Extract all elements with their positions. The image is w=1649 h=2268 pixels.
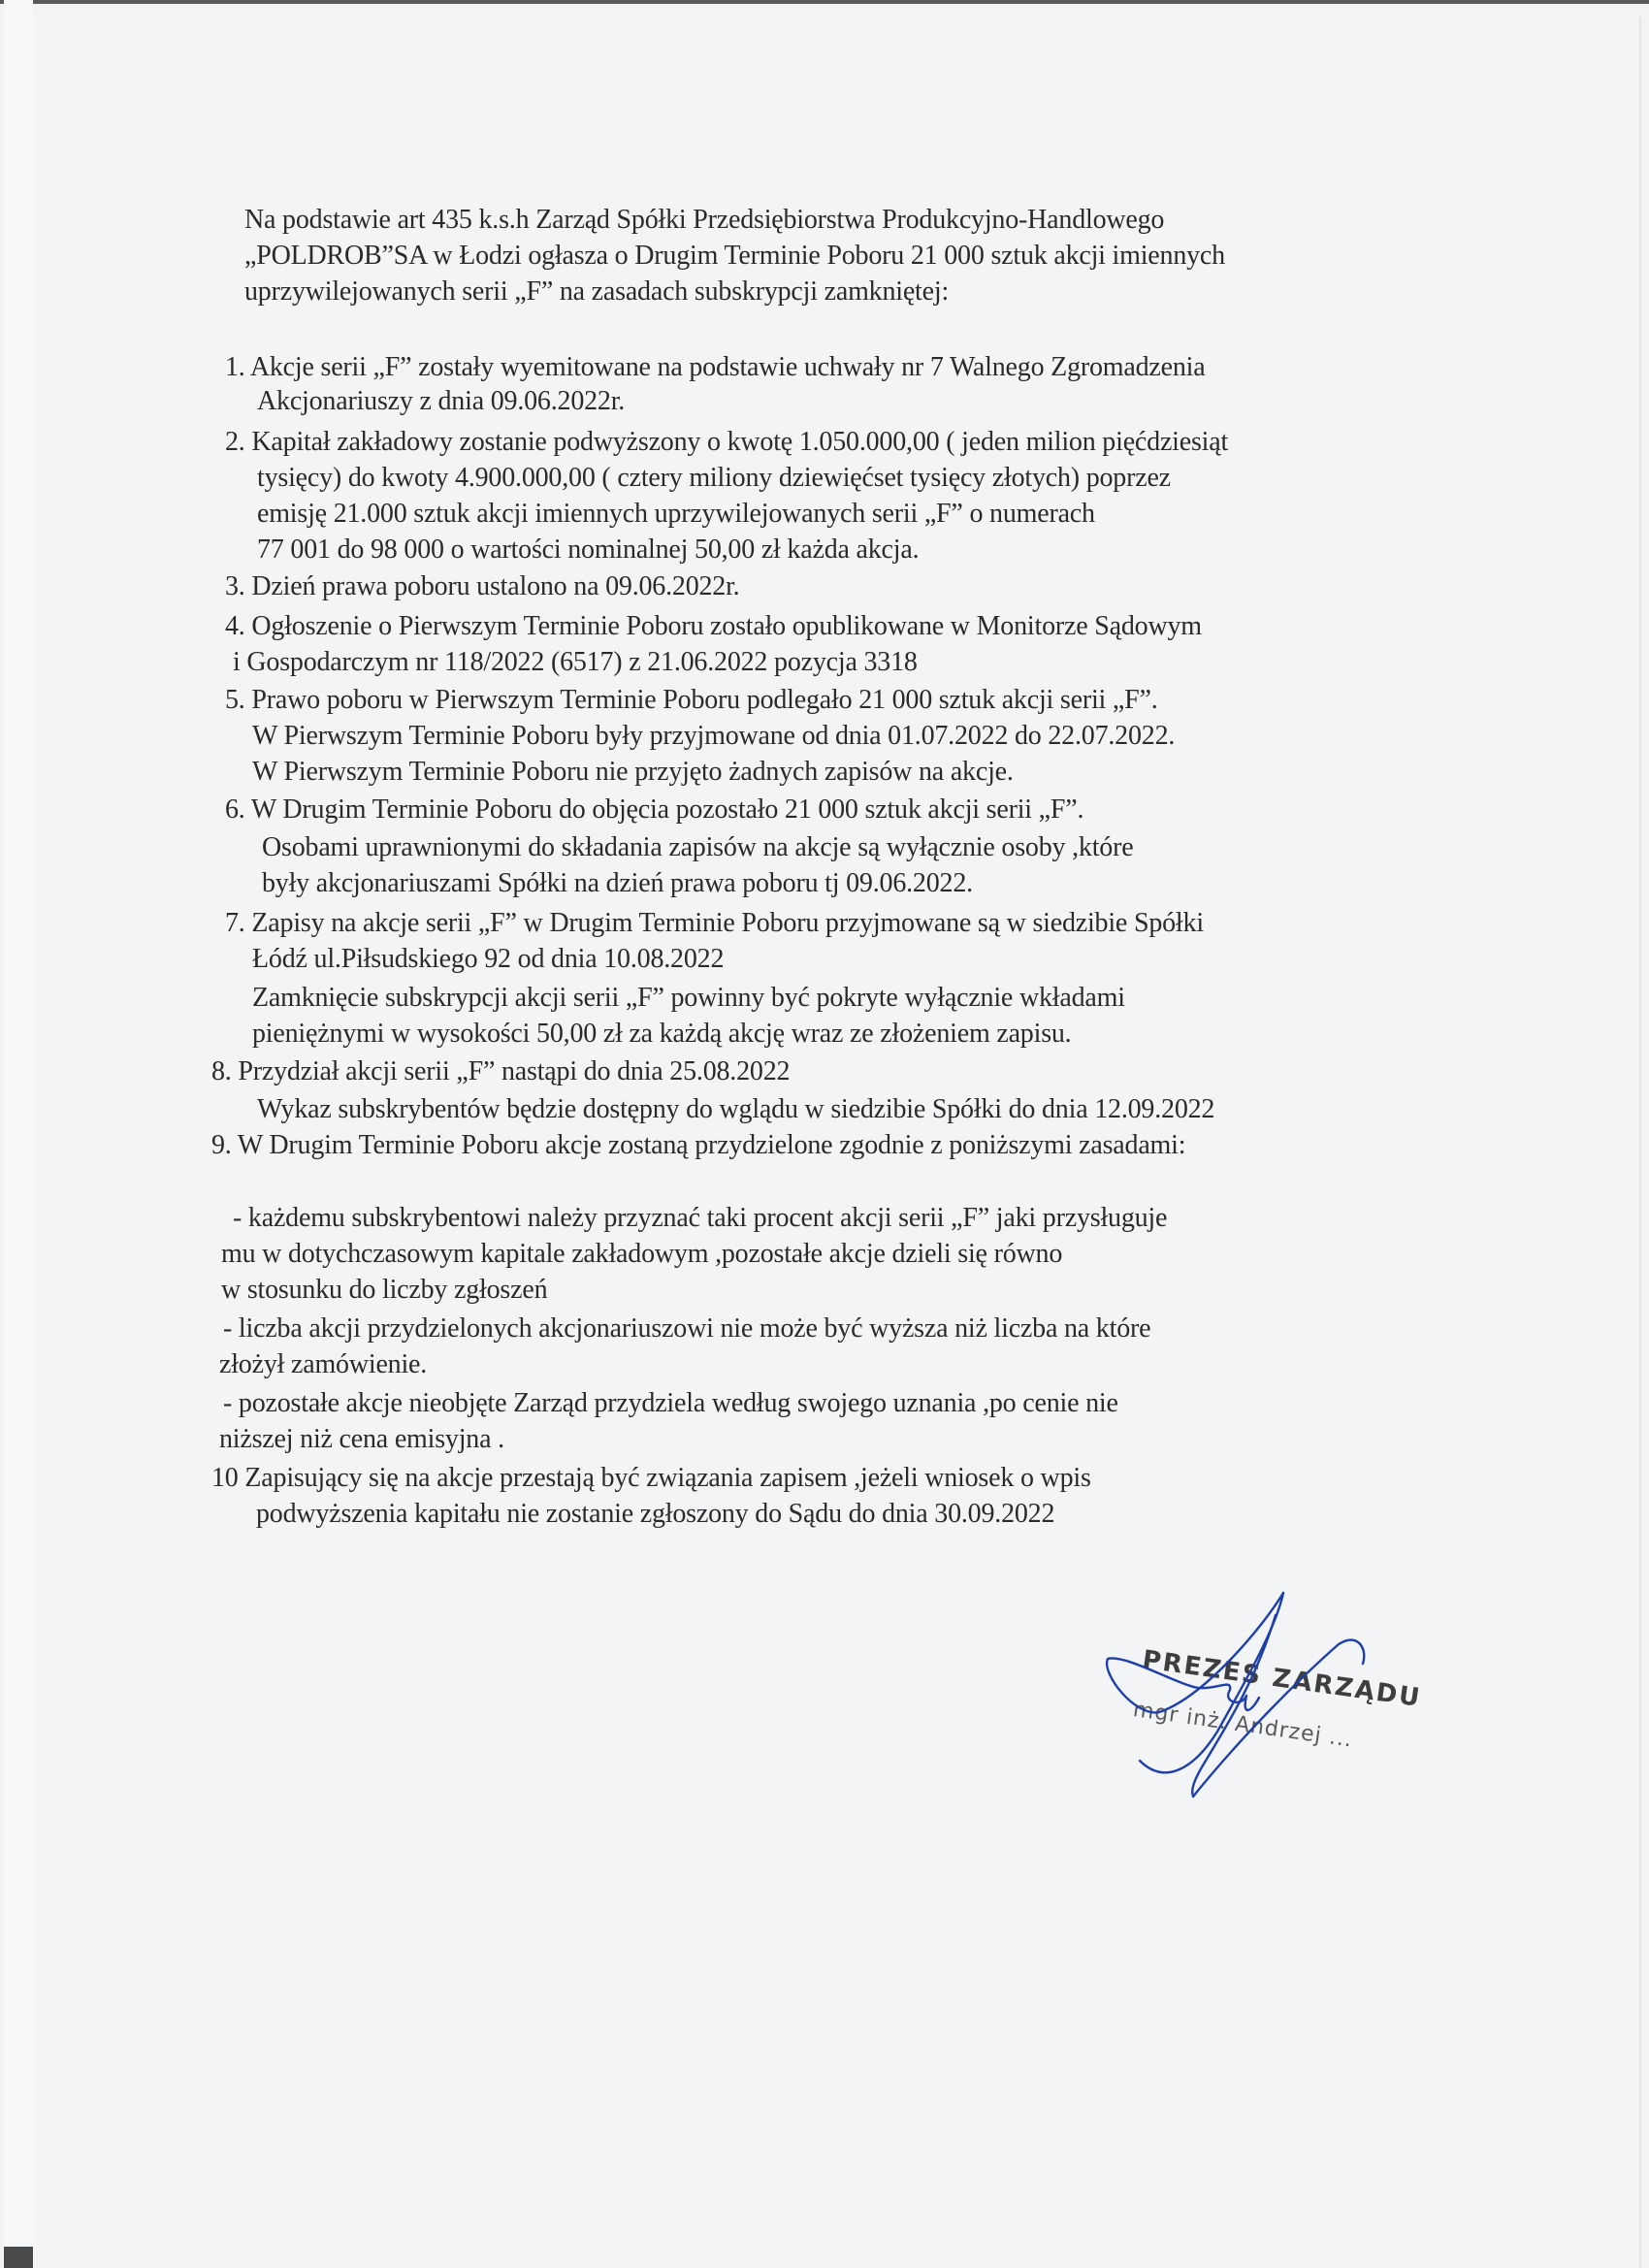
list-item-7-cont: Zamknięcie subskrypcji akcji serii „F” powinny być pokryte wyłącznie wkładami [252,983,1125,1013]
rule-item-1: - każdemu subskrybentowi należy przyznać taki procent akcji serii „F” jaki przysługuje [233,1203,1168,1233]
list-item-9: 9. W Drugim Terminie Poboru akcje zostaną przydzielone zgodnie z poniższymi zasadami: [211,1130,1186,1160]
list-item-4-cont: i Gospodarczym nr 118/2022 (6517) z 21.06.2022 pozycja 3318 [233,647,918,677]
rule-item-3-cont: niższej niż cena emisyjna . [219,1424,504,1454]
list-item-1-cont: Akcjonariuszy z dnia 09.06.2022r. [257,386,626,416]
list-item-5-cont: W Pierwszym Terminie Poboru nie przyjęto żadnych zapisów na akcje. [252,757,1014,787]
intro-line: uprzywilejowanych serii „F” na zasadach subskrypcji zamkniętej: [244,276,950,307]
list-item-10-cont: podwyższenia kapitału nie zostanie zgłoszony do Sądu do dnia 30.09.2022 [256,1499,1055,1529]
list-item-2: 2. Kapitał zakładowy zostanie podwyższony o kwotę 1.050.000,00 ( jeden milion pięćdziesiąt [225,427,1229,457]
list-item-10: 10 Zapisujący się na akcje przestają być związania zapisem ,jeżeli wniosek o wpis [211,1463,1091,1493]
list-item-5: 5. Prawo poboru w Pierwszym Terminie Poboru podlegało 21 000 sztuk akcji serii „F”. [225,685,1158,715]
list-item-2-cont: 77 001 do 98 000 o wartości nominalnej 50,00 zł każda akcja. [257,535,920,565]
list-item-5-cont: W Pierwszym Terminie Poboru były przyjmowane od dnia 01.07.2022 do 22.07.2022. [252,721,1176,751]
rule-item-1-cont: mu w dotychczasowym kapitale zakładowym ,pozostałe akcje dzieli się równo [221,1239,1063,1269]
rule-item-3: - pozostałe akcje nieobjęte Zarząd przydziela według swojego uznania ,po cenie nie [223,1388,1118,1418]
list-item-2-cont: tysięcy) do kwoty 4.900.000,00 ( cztery miliony dziewięćset tysięcy złotych) poprzez [257,463,1171,493]
list-item-6: 6. W Drugim Terminie Poboru do objęcia pozostało 21 000 sztuk akcji serii „F”. [225,794,1084,825]
list-item-2-cont: emisję 21.000 sztuk akcji imiennych uprzywilejowanych serii „F” o numerach [257,499,1095,529]
list-item-4: 4. Ogłoszenie o Pierwszym Terminie Poboru zostało opublikowane w Monitorze Sądowym [225,611,1202,641]
list-item-8: 8. Przydział akcji serii „F” nastąpi do dnia 25.08.2022 [211,1056,791,1086]
handwritten-signature [1086,1571,1455,1814]
stamp-title: PREZES ZARZĄDU [1140,1645,1424,1714]
signature-stamp [1086,1571,1455,1814]
list-item-6-cont: były akcjonariuszami Spółki na dzień prawa poboru tj 09.06.2022. [262,868,973,898]
stamp-name: mgr inż. Andrzej ... [1131,1698,1354,1753]
list-item-6-cont: Osobami uprawnionymi do składania zapisów na akcje są wyłącznie osoby ,które [262,832,1134,862]
rule-item-2-cont: złożył zamówienie. [219,1349,428,1379]
rule-item-1-cont: w stosunku do liczby zgłoszeń [221,1275,548,1305]
list-item-3: 3. Dzień prawa poboru ustalono na 09.06.2022r. [225,571,740,601]
intro-line: „POLDROB”SA w Łodzi ogłasza o Drugim Terminie Poboru 21 000 sztuk akcji imiennych [244,241,1225,271]
intro-line: Na podstawie art 435 k.s.h Zarząd Spółki Przedsiębiorstwa Produkcyjno-Handlowego [244,205,1165,235]
list-item-8-cont: Wykaz subskrybentów będzie dostępny do wglądu w siedzibie Spółki do dnia 12.09.2022 [257,1094,1215,1124]
list-item-1: 1. Akcje serii „F” zostały wyemitowane na podstawie uchwały nr 7 Walnego Zgromadzenia [225,352,1206,382]
list-item-7: 7. Zapisy na akcje serii „F” w Drugim Terminie Poboru przyjmowane są w siedzibie Spółki [225,908,1204,938]
rule-item-2: - liczba akcji przydzielonych akcjonariuszowi nie może być wyższa niż liczba na które [223,1313,1151,1344]
signature-strokes [1107,1593,1364,1797]
list-item-7-cont: Łódź ul.Piłsudskiego 92 od dnia 10.08.2022 [252,944,725,974]
list-item-7-cont: pieniężnymi w wysokości 50,00 zł za każdą akcję wraz ze złożeniem zapisu. [252,1019,1072,1049]
